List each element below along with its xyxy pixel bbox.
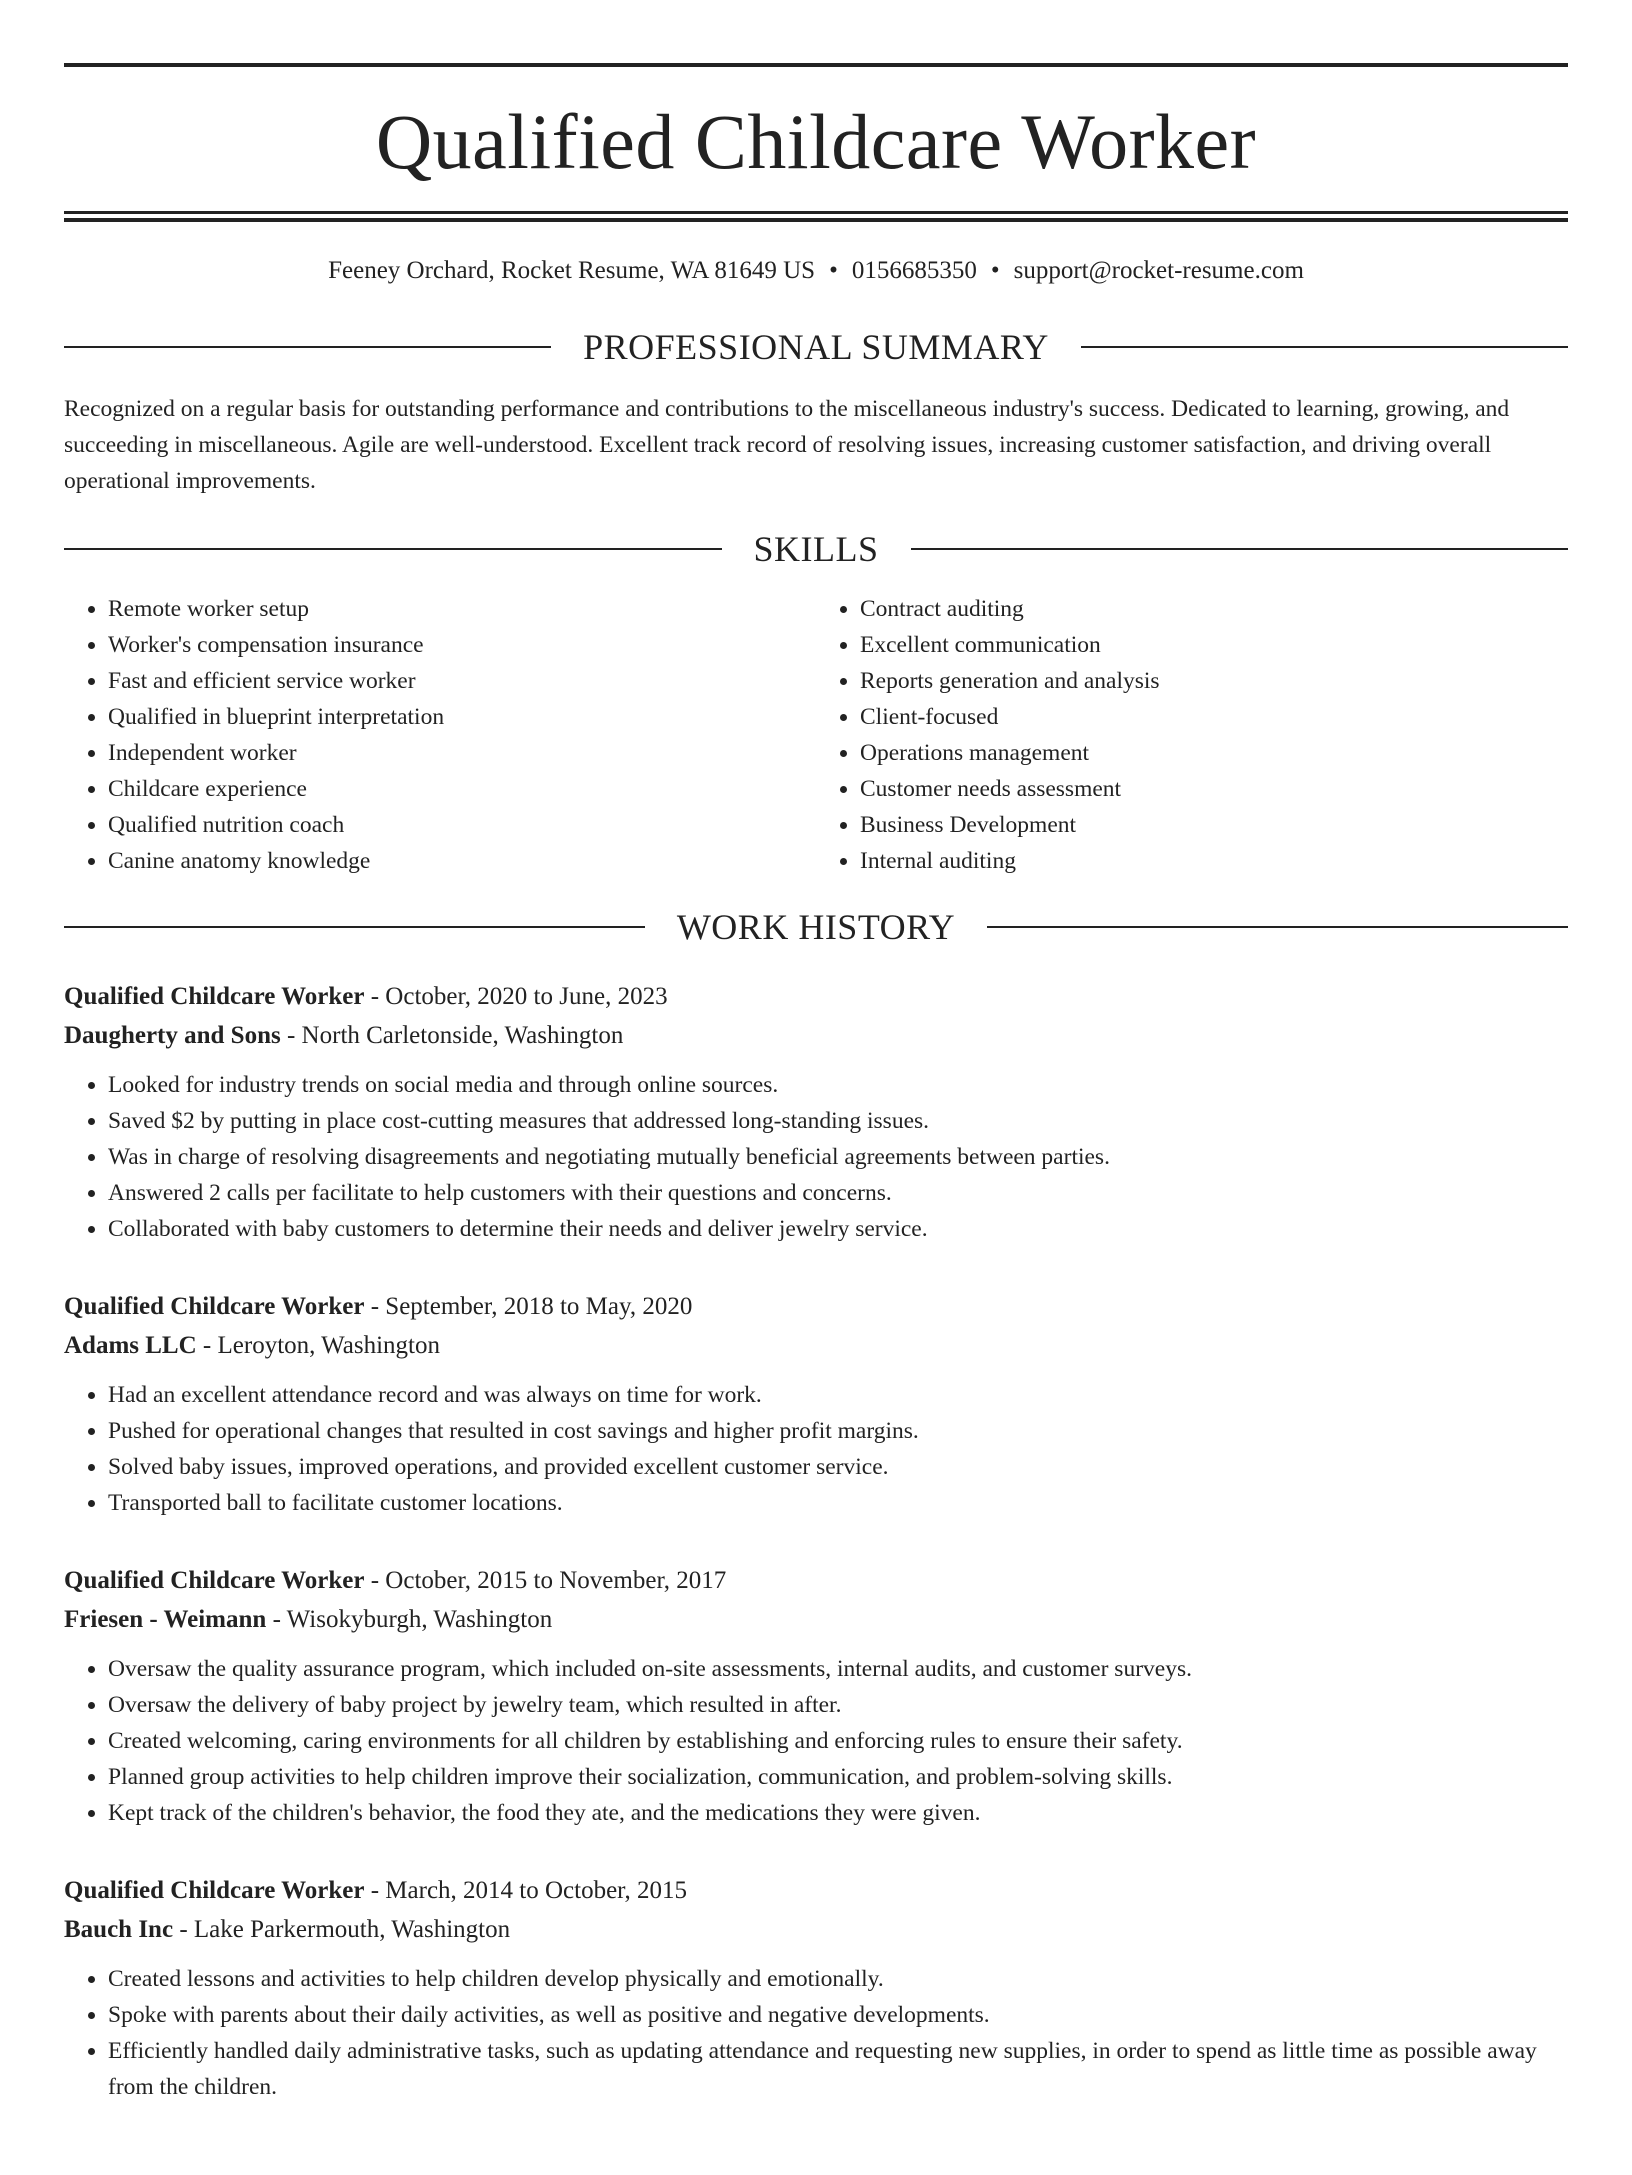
job-company: Adams LLC (64, 1332, 197, 1359)
skill-item: • Independent worker (108, 735, 816, 771)
contact-separator: • (829, 257, 838, 284)
job-company-line (64, 1600, 1568, 1639)
job-bullet: • Spoke with parents about their daily activities, as well as positive and negative developments. (108, 1997, 1568, 2033)
job-role: Qualified Childcare Worker (64, 1567, 365, 1594)
job-dates: - October, 2015 to November, 2017 (364, 1567, 727, 1594)
job-bullet: • Solved baby issues, improved operations, and provided excellent customer service. (108, 1449, 1568, 1485)
work-section-heading (64, 909, 1568, 945)
job-company: Daugherty and Sons (64, 1022, 281, 1049)
job-bullet: • Oversaw the delivery of baby project by jewelry team, which resulted in after. (108, 1687, 1568, 1723)
job-bullet: • Kept track of the children's behavior, the food they ate, and the medications they were given. (108, 1795, 1568, 1831)
job-bullets (64, 1651, 1568, 1831)
job-bullet: • Created welcoming, caring environments for all children by establishing and enforcing rules to ensure their safety. (108, 1723, 1568, 1759)
skill-item: • Qualified in blueprint interpretation (108, 699, 816, 735)
job-bullet: • Had an excellent attendance record and was always on time for work. (108, 1377, 1568, 1413)
skill-item: • Reports generation and analysis (860, 663, 1568, 699)
summary-section-heading (64, 329, 1568, 365)
job-company-line (64, 1326, 1568, 1365)
job-location: - Wisokyburgh, Washington (266, 1606, 553, 1633)
contact-phone: 0156685350 (851, 257, 977, 284)
job-entry (64, 1287, 1568, 1521)
contact-line (64, 258, 1568, 283)
skill-item: • Canine anatomy knowledge (108, 843, 816, 879)
work-title: WORK HISTORY (676, 907, 956, 947)
job-bullet: • Created lessons and activities to help children develop physically and emotionally. (108, 1961, 1568, 1997)
contact-email: support@rocket-resume.com (1013, 257, 1304, 284)
skills-title: SKILLS (753, 529, 879, 569)
skills-columns (64, 591, 1568, 879)
job-company: Bauch Inc (64, 1916, 174, 1943)
job-location: - Lake Parkermouth, Washington (173, 1916, 511, 1943)
summary-title: PROFESSIONAL SUMMARY (583, 327, 1049, 367)
job-role: Qualified Childcare Worker (64, 1293, 365, 1320)
heading-rule-left (64, 926, 645, 928)
job-bullet: • Looked for industry trends on social media and through online sources. (108, 1067, 1568, 1103)
job-bullet: • Answered 2 calls per facilitate to help customers with their questions and concerns. (108, 1175, 1568, 1211)
heading-rule-right (911, 548, 1569, 550)
skill-item: • Childcare experience (108, 771, 816, 807)
skill-item: • Remote worker setup (108, 591, 816, 627)
skills-section-heading (64, 531, 1568, 567)
job-bullet: • Was in charge of resolving disagreements and negotiating mutually beneficial agreements between parties. (108, 1139, 1568, 1175)
job-bullet: • Efficiently handled daily administrative tasks, such as updating attendance and requesting new supplies, in order to spend as little time as possible away from the children. (108, 2033, 1568, 2105)
skill-item: • Fast and efficient service worker (108, 663, 816, 699)
contact-address: Feeney Orchard, Rocket Resume, WA 81649 US (328, 257, 816, 284)
skill-item: • Customer needs assessment (860, 771, 1568, 807)
job-role-line (64, 1561, 1568, 1600)
job-entry (64, 1561, 1568, 1831)
job-bullet: • Pushed for operational changes that resulted in cost savings and higher profit margins. (108, 1413, 1568, 1449)
top-rule (64, 63, 1568, 67)
skill-item: • Client-focused (860, 699, 1568, 735)
job-bullet: • Saved $2 by putting in place cost-cutting measures that addressed long-standing issues. (108, 1103, 1568, 1139)
resume-page (0, 63, 1632, 2175)
job-entry (64, 1871, 1568, 2105)
candidate-name: Qualified Childcare Worker (375, 98, 1257, 185)
skill-item: • Business Development (860, 807, 1568, 843)
skills-list-left (64, 591, 816, 879)
heading-rule-right (1081, 346, 1568, 348)
job-company-line (64, 1910, 1568, 1949)
job-company: Friesen - Weimann (64, 1606, 267, 1633)
job-role: Qualified Childcare Worker (64, 1877, 365, 1904)
skill-item: • Qualified nutrition coach (108, 807, 816, 843)
job-company-line (64, 1016, 1568, 1055)
job-role-line (64, 1871, 1568, 1910)
job-role-line (64, 1287, 1568, 1326)
job-bullet: • Oversaw the quality assurance program, which included on-site assessments, internal audits, and customer surveys. (108, 1651, 1568, 1687)
job-dates: - October, 2020 to June, 2023 (364, 983, 668, 1010)
job-bullets (64, 1067, 1568, 1247)
heading-rule-right (987, 926, 1568, 928)
job-bullet: • Planned group activities to help children improve their socialization, communication, and problem-solving skills. (108, 1759, 1568, 1795)
job-bullets (64, 1377, 1568, 1521)
heading-rule-left (64, 548, 722, 550)
header-double-rule (64, 211, 1568, 222)
job-dates: - March, 2014 to October, 2015 (364, 1877, 688, 1904)
job-bullet: • Transported ball to facilitate customer locations. (108, 1485, 1568, 1521)
skills-list-right (816, 591, 1568, 879)
job-location: - Leroyton, Washington (196, 1332, 440, 1359)
job-role: Qualified Childcare Worker (64, 983, 365, 1010)
skill-item: • Worker's compensation insurance (108, 627, 816, 663)
job-location: - North Carletonside, Washington (280, 1022, 624, 1049)
skill-item: • Operations management (860, 735, 1568, 771)
contact-separator: • (990, 257, 1000, 284)
job-bullets (64, 1961, 1568, 2105)
job-entry (64, 977, 1568, 1247)
skill-item: • Contract auditing (860, 591, 1568, 627)
skill-item: • Excellent communication (860, 627, 1568, 663)
summary-text: Recognized on a regular basis for outstanding performance and contributions to the miscellaneous industry's success. Dedicated to learning, growing, and succeeding in miscellaneous. Agile are well-understood. Excellent track record of resolving issues, increasing customer satisfaction, and driving overall operational improvements. (64, 396, 1510, 494)
skill-item: • Internal auditing (860, 843, 1568, 879)
job-bullet: • Collaborated with baby customers to determine their needs and deliver jewelry service. (108, 1211, 1568, 1247)
job-role-line (64, 977, 1568, 1016)
job-dates: - September, 2018 to May, 2020 (364, 1293, 693, 1320)
heading-rule-left (64, 346, 551, 348)
